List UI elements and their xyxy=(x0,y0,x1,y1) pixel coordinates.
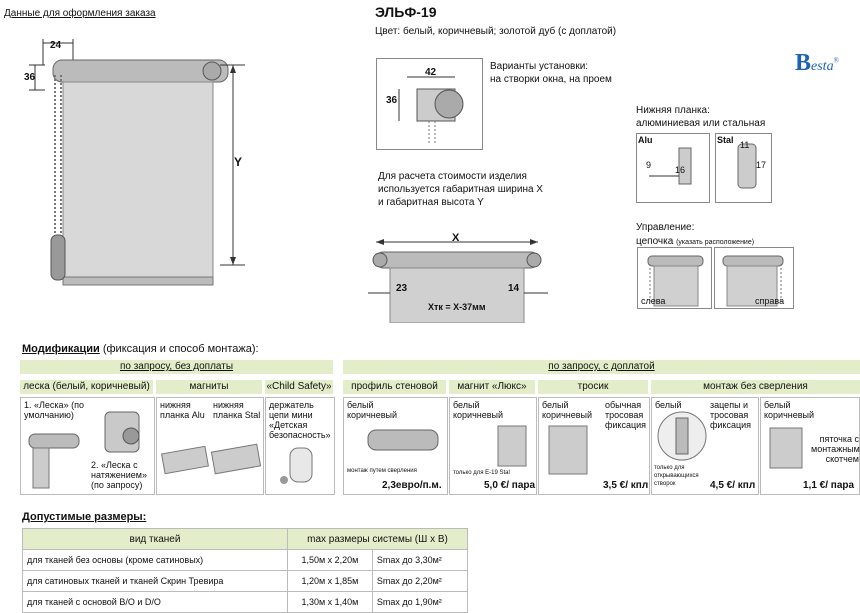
control-title: Управление: xyxy=(636,222,695,233)
nd-color: белый xyxy=(655,400,682,410)
profile-cell xyxy=(343,397,448,495)
dim-y-label: Y xyxy=(234,155,243,169)
child-cell xyxy=(265,397,335,495)
nd-price: 4,5 €/ кпл xyxy=(710,480,756,491)
cable-color: белый коричневый xyxy=(542,400,593,420)
mag-alu: нижняя планка Alu xyxy=(160,400,205,420)
sizes-table xyxy=(22,528,468,613)
table-row: для тканей без основы (кроме сатиновых) 1,50м х 2,20м Smax до 3,30м² xyxy=(23,550,468,571)
heel-cell xyxy=(760,397,860,495)
bottom-bar-title: Нижняя планка: алюминиевая или стальная xyxy=(636,105,766,129)
mount-width-label: 42 xyxy=(425,67,437,78)
colors-text: Цвет: белый, коричневый; золотой дуб (с доплатой) xyxy=(375,26,617,37)
width-formula: Xтк = X-37мм xyxy=(428,302,486,312)
stal-dim2: 17 xyxy=(756,160,767,170)
paid-header: по запросу, с доплатой xyxy=(343,360,860,374)
profile-color: белый коричневый xyxy=(347,400,398,420)
dim-height-label: 36 xyxy=(24,72,36,83)
stal-dim1: 11 xyxy=(740,140,750,150)
alu-label: Alu xyxy=(638,135,653,145)
col-profile: профиль стеновой xyxy=(343,380,446,394)
nodrill-cell xyxy=(651,397,759,495)
alu-dim2: 16 xyxy=(675,165,686,175)
sizes-col-max: max размеры системы (Ш х В) xyxy=(288,529,468,550)
calc-text: Для расчета стоимости изделия используется габаритная ширина X и габаритная высота Y xyxy=(378,171,543,208)
cable-price: 3,5 €/ кпл xyxy=(603,480,649,491)
order-data-title: Данные для оформления заказа xyxy=(4,8,156,19)
alu-dim1: 9 xyxy=(646,160,652,170)
width-right-label: 14 xyxy=(508,283,520,294)
control-left-label: слева xyxy=(641,296,666,306)
control-subtitle: цепочка (указать расположение) xyxy=(636,236,755,247)
col-magnet-lux: магнит «Люкс» xyxy=(449,380,535,394)
mount-height-label: 36 xyxy=(386,95,398,106)
line-item2: 2. «Леска с натяжением» (по запросу) xyxy=(91,460,147,490)
lux-note: только для Е-19 Stal xyxy=(453,470,510,476)
stal-label: Stal xyxy=(717,135,734,145)
free-header: по запросу, без доплаты xyxy=(20,360,333,374)
cable-cell xyxy=(538,397,650,495)
heel-text: пяточка с монтажным скотчем xyxy=(811,434,860,464)
child-text: держатель цепи мини «Детская безопасность» xyxy=(269,400,331,440)
heel-color: белый коричневый xyxy=(764,400,815,420)
col-line: леска (белый, коричневый) xyxy=(20,380,153,394)
nd-note: только для открывающихся створок xyxy=(654,465,699,487)
sizes-title: Допустимые размеры: xyxy=(22,511,147,523)
col-nodrill: монтаж без сверления xyxy=(651,380,860,394)
table-row: для тканей с основой В/О и D/O 1,30м х 1,40м Smax до 1,90м² xyxy=(23,592,468,613)
profile-price: 2,3евро/п.м. xyxy=(382,480,442,491)
blind-diagram xyxy=(15,35,255,300)
line-cell xyxy=(20,397,155,495)
width-left-label: 23 xyxy=(396,283,408,294)
line-item1: 1. «Леска» (по умолчанию) xyxy=(24,400,84,420)
control-right-label: справа xyxy=(755,296,785,306)
table-row: для сатиновых тканей и тканей Скрин Тревира 1,20м х 1,85м Smax до 2,20м² xyxy=(23,571,468,592)
sizes-col-fabric: вид тканей xyxy=(23,529,288,550)
profile-note: монтаж путем сверления xyxy=(347,468,417,474)
col-magnets: магниты xyxy=(156,380,262,394)
width-x-label: X xyxy=(452,232,460,244)
lux-price: 5,0 €/ пара xyxy=(484,480,536,491)
modifications-title: Модификации (фиксация и способ монтажа): xyxy=(22,343,259,355)
lux-color: белый коричневый xyxy=(453,400,504,420)
mount-variants-text: Варианты установки: на створки окна, на проем xyxy=(490,61,612,85)
brand-logo: Besta® xyxy=(795,50,839,76)
col-child: «Child Safety» xyxy=(266,381,332,392)
col-cable: тросик xyxy=(538,380,648,394)
nd-text: зацепы и тросовая фиксация xyxy=(710,400,752,430)
magnet-lux-cell xyxy=(449,397,537,495)
cable-text: обычная тросовая фиксация xyxy=(605,400,647,430)
dim-width-label: 24 xyxy=(50,40,62,51)
magnets-cell xyxy=(156,397,264,495)
mag-stal: нижняя планка Stal xyxy=(213,400,261,420)
model-title: ЭЛЬФ-19 xyxy=(375,4,437,20)
heel-price: 1,1 €/ пара xyxy=(803,480,855,491)
